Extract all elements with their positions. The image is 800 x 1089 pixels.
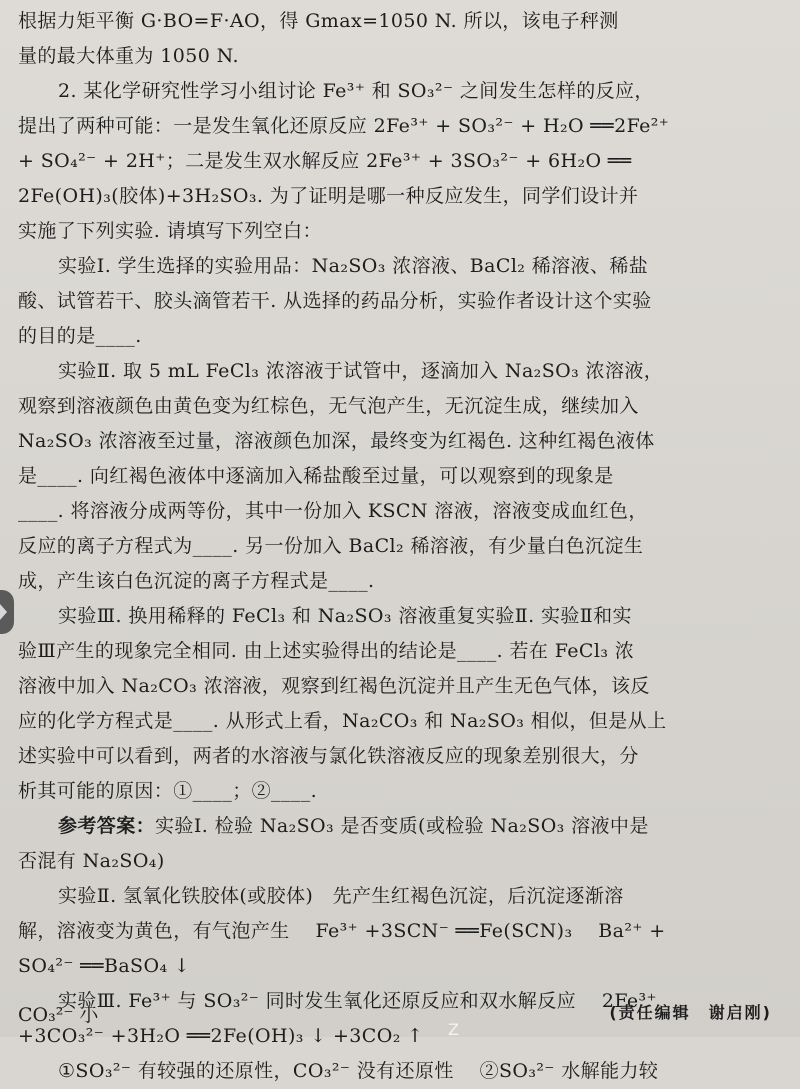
text-line: 实验Ⅰ. 学生选择的实验用品：Na₂SO₃ 浓溶液、BaCl₂ 稀溶液、稀盐	[58, 255, 649, 277]
text-line: 提出了两种可能：一是发生氧化还原反应 2Fe³⁺ + SO₃²⁻ + H₂O ══2Fe²⁺	[18, 115, 670, 137]
text-line: SO₄²⁻ ══BaSO₄ ↓	[18, 955, 191, 977]
text-line: 根据力矩平衡 G·BO=F·AO，得 Gmax=1050 N. 所以，该电子秤测	[18, 10, 619, 32]
page-turn-icon[interactable]	[0, 590, 14, 634]
text-line: 否混有 Na₂SO₄)	[18, 850, 165, 872]
text-line: ____. 将溶液分成两等份，其中一份加入 KSCN 溶液，溶液变成血红色，	[18, 500, 648, 522]
text-line: 溶液中加入 Na₂CO₃ 浓溶液，观察到红褐色沉淀并且产生无色气体，该反	[18, 675, 650, 697]
answer-label: 参考答案：	[58, 815, 156, 837]
editor-credit: (责任编辑 谢启刚)	[609, 1003, 772, 1022]
text-line: 反应的离子方程式为____. 另一份加入 BaCl₂ 稀溶液，有少量白色沉淀生	[18, 535, 644, 557]
text-line: 验Ⅲ产生的现象完全相同. 由上述实验得出的结论是____. 若在 FeCl₃ 浓	[18, 640, 635, 662]
last-line-left: CO₃²⁻ 小	[18, 1004, 99, 1026]
text-line: 述实验中可以看到，两者的水溶液与氯化铁溶液反应的现象差别很大，分	[18, 745, 639, 767]
text-line: 酸、试管若干、胶头滴管若干. 从选择的药品分析，实验作者设计这个实验	[18, 290, 652, 312]
text-line: 析其可能的原因：①____；②____.	[18, 780, 318, 802]
text-line: 实验Ⅱ. 氢氧化铁胶体(或胶体) 先产生红褐色沉淀，后沉淀逐渐溶	[58, 885, 624, 907]
text-line: + SO₄²⁻ + 2H⁺；二是发生双水解反应 2Fe³⁺ + 3SO₃²⁻ + 6H₂O ══	[18, 150, 632, 172]
text-line: 实施了下列实验. 请填写下列空白：	[18, 220, 322, 242]
line-text: 实验Ⅰ. 检验 Na₂SO₃ 是否变质(或检验 Na₂SO₃ 溶液中是	[155, 815, 649, 837]
text-line: 的目的是____.	[18, 325, 142, 347]
text-line: Na₂SO₃ 浓溶液至过量，溶液颜色加深，最终变为红褐色. 这种红褐色液体	[18, 430, 655, 452]
text-line	[18, 809, 780, 844]
text-line: 应的化学方程式是____. 从形式上看，Na₂CO₃ 和 Na₂SO₃ 相似，但是从上	[18, 710, 667, 732]
text-line: 实验Ⅲ. Fe³⁺ 与 SO₃²⁻ 同时发生氧化还原反应和双水解反应 2Fe³⁺	[58, 990, 657, 1012]
text-line: 2. 某化学研究性学习小组讨论 Fe³⁺ 和 SO₃²⁻ 之间发生怎样的反应，	[58, 80, 654, 102]
text-line: 是____. 向红褐色液体中逐滴加入稀盐酸至过量，可以观察到的现象是	[18, 465, 614, 487]
text-line: 实验Ⅱ. 取 5 mL FeCl₃ 浓溶液于试管中，逐滴加入 Na₂SO₃ 浓溶液，	[58, 360, 664, 382]
text-line: 解，溶液变为黄色，有气泡产生 Fe³⁺ +3SCN⁻ ══Fe(SCN)₃ Ba²⁺ +	[18, 920, 666, 942]
text-line: 2Fe(OH)₃(胶体)+3H₂SO₃. 为了证明是哪一种反应发生，同学们设计并	[18, 185, 639, 207]
page-mark: Z	[448, 1020, 459, 1039]
text-line: +3CO₃²⁻ +3H₂O ══2Fe(OH)₃ ↓ +3CO₂ ↑	[18, 1025, 424, 1047]
text-line: 量的最大体重为 1050 N.	[18, 45, 239, 67]
text-line: 成，产生该白色沉淀的离子方程式是____.	[18, 570, 375, 592]
text-line: 观察到溶液颜色由黄色变为红棕色，无气泡产生，无沉淀生成，继续加入	[18, 395, 639, 417]
text-line: ①SO₃²⁻ 有较强的还原性，CO₃²⁻ 没有还原性 ②SO₃²⁻ 水解能力较	[58, 1060, 659, 1082]
document-body	[18, 4, 780, 1089]
text-line: 实验Ⅲ. 换用稀释的 FeCl₃ 和 Na₂SO₃ 溶液重复实验Ⅱ. 实验Ⅱ和实	[58, 605, 632, 627]
